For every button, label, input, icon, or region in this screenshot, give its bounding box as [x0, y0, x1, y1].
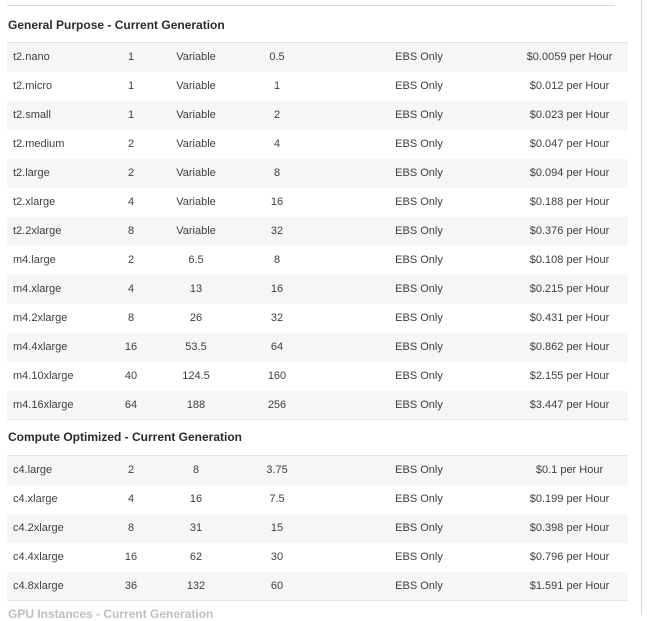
- memory-cell: 8: [273, 167, 281, 179]
- vcpu-cell: 8: [127, 225, 135, 237]
- table-row: [7, 101, 628, 130]
- storage-cell: EBS Only: [395, 225, 443, 237]
- pricing-content: [7, 0, 628, 621]
- instance-type-cell: c4.2xlarge: [13, 522, 64, 534]
- memory-cell: 60: [270, 579, 284, 592]
- instance-type-cell: t2.nano: [13, 51, 50, 64]
- instance-type-cell: t2.xlarge: [13, 196, 56, 208]
- ecu-cell: Variable: [176, 109, 216, 121]
- vcpu-cell: 4: [127, 283, 135, 295]
- ecu-cell: 8: [192, 464, 200, 477]
- memory-cell: 16: [270, 196, 284, 208]
- table-row: [7, 333, 628, 362]
- table-row: [7, 275, 628, 304]
- window-right-border: [641, 0, 642, 615]
- price-cell: $0.047 per Hour: [529, 138, 610, 150]
- memory-cell: 30: [270, 551, 284, 563]
- vcpu-cell: 64: [124, 398, 138, 411]
- storage-cell: EBS Only: [395, 341, 443, 353]
- instance-type-cell: t2.micro: [13, 80, 53, 92]
- instance-type-cell: c4.8xlarge: [13, 579, 64, 592]
- vcpu-cell: 2: [127, 254, 135, 266]
- storage-cell: EBS Only: [395, 138, 443, 150]
- storage-cell: EBS Only: [395, 109, 443, 121]
- ecu-cell: Variable: [176, 51, 216, 64]
- ecu-cell: 13: [189, 283, 203, 295]
- table-row: [7, 485, 628, 514]
- instance-type-cell: m4.4xlarge: [13, 341, 68, 353]
- price-cell: $0.376 per Hour: [529, 225, 610, 237]
- memory-cell: 16: [270, 283, 284, 295]
- memory-cell: 64: [270, 341, 284, 353]
- storage-cell: EBS Only: [395, 464, 443, 477]
- instance-type-cell: t2.large: [13, 167, 50, 179]
- vcpu-cell: 36: [124, 579, 138, 592]
- vcpu-cell: 1: [127, 80, 135, 92]
- ecu-cell: Variable: [176, 167, 216, 179]
- memory-cell: 2: [273, 109, 281, 121]
- memory-cell: 160: [267, 370, 287, 382]
- vcpu-cell: 8: [127, 312, 135, 324]
- ecu-cell: 26: [189, 312, 203, 324]
- instance-type-cell: c4.4xlarge: [13, 551, 64, 563]
- pricing-section: [7, 19, 628, 420]
- table-row: [7, 130, 628, 159]
- price-cell: $0.023 per Hour: [529, 109, 610, 121]
- price-cell: $0.199 per Hour: [529, 493, 610, 505]
- price-cell: $0.796 per Hour: [529, 551, 610, 563]
- memory-cell: 8: [273, 254, 281, 266]
- instance-type-cell: m4.10xlarge: [13, 370, 74, 382]
- table-row: [7, 246, 628, 275]
- vcpu-cell: 8: [127, 522, 135, 534]
- vcpu-cell: 1: [127, 51, 135, 64]
- pricing-sections: [7, 19, 628, 601]
- storage-cell: EBS Only: [395, 551, 443, 563]
- memory-cell: 7.5: [269, 493, 285, 505]
- price-cell: $1.591 per Hour: [529, 579, 610, 592]
- price-cell: $0.012 per Hour: [529, 80, 610, 92]
- price-cell: $0.108 per Hour: [529, 254, 610, 266]
- pricing-table: [7, 455, 628, 601]
- table-row: [7, 188, 628, 217]
- price-cell: $0.215 per Hour: [529, 283, 610, 295]
- table-row: [7, 362, 628, 391]
- ecu-cell: Variable: [176, 225, 216, 237]
- table-row: [7, 159, 628, 188]
- storage-cell: EBS Only: [395, 196, 443, 208]
- instance-type-cell: t2.medium: [13, 138, 65, 150]
- table-row: [7, 304, 628, 333]
- price-cell: $0.188 per Hour: [529, 196, 610, 208]
- storage-cell: EBS Only: [395, 254, 443, 266]
- ecu-cell: 124.5: [182, 370, 210, 382]
- storage-cell: EBS Only: [395, 283, 443, 295]
- storage-cell: EBS Only: [395, 579, 443, 592]
- vcpu-cell: 2: [127, 138, 135, 150]
- memory-cell: 32: [270, 225, 284, 237]
- storage-cell: EBS Only: [395, 522, 443, 534]
- vcpu-cell: 16: [124, 341, 138, 353]
- price-cell: $0.431 per Hour: [529, 312, 610, 324]
- table-row: [7, 43, 628, 72]
- section-title: General Purpose - Current Generation: [8, 18, 225, 32]
- instance-type-cell: m4.xlarge: [13, 283, 62, 295]
- price-cell: $0.0059 per Hour: [526, 51, 613, 64]
- storage-cell: EBS Only: [395, 80, 443, 92]
- price-cell: $0.1 per Hour: [535, 464, 604, 477]
- table-row: [7, 217, 628, 246]
- instance-type-cell: c4.large: [13, 464, 53, 477]
- vcpu-cell: 16: [124, 551, 138, 563]
- ecu-cell: Variable: [176, 138, 216, 150]
- instance-type-cell: m4.large: [13, 254, 56, 266]
- table-row: [7, 514, 628, 543]
- price-cell: $0.398 per Hour: [529, 522, 610, 534]
- price-cell: $0.862 per Hour: [529, 341, 610, 353]
- storage-cell: EBS Only: [395, 493, 443, 505]
- instance-type-cell: t2.small: [13, 109, 51, 121]
- ecu-cell: 6.5: [188, 254, 204, 266]
- table-row: [7, 543, 628, 572]
- ecu-cell: Variable: [176, 80, 216, 92]
- memory-cell: 32: [270, 312, 284, 324]
- section-title: Compute Optimized - Current Generation: [8, 430, 243, 444]
- memory-cell: 0.5: [269, 51, 285, 64]
- vcpu-cell: 4: [127, 196, 135, 208]
- price-cell: $2.155 per Hour: [529, 370, 610, 382]
- memory-cell: 3.75: [266, 464, 288, 477]
- memory-cell: 4: [273, 138, 281, 150]
- storage-cell: EBS Only: [395, 398, 443, 411]
- price-cell: $3.447 per Hour: [529, 398, 610, 411]
- ecu-cell: Variable: [176, 196, 216, 208]
- next-section-title-clipped: GPU Instances - Current Generation: [8, 607, 214, 621]
- ecu-cell: 188: [186, 398, 206, 411]
- table-row: [7, 572, 628, 601]
- storage-cell: EBS Only: [395, 167, 443, 179]
- memory-cell: 1: [273, 80, 281, 92]
- memory-cell: 15: [270, 522, 284, 534]
- pricing-table: [7, 42, 628, 420]
- instance-type-cell: t2.2xlarge: [13, 225, 62, 237]
- ecu-cell: 62: [189, 551, 203, 563]
- vcpu-cell: 40: [124, 370, 138, 382]
- storage-cell: EBS Only: [395, 51, 443, 64]
- memory-cell: 256: [267, 398, 287, 411]
- ecu-cell: 16: [189, 493, 203, 505]
- table-row: [7, 72, 628, 101]
- ecu-cell: 31: [189, 522, 203, 534]
- ecu-cell: 132: [186, 579, 206, 592]
- vcpu-cell: 1: [127, 109, 135, 121]
- pricing-section: [7, 431, 628, 601]
- price-cell: $0.094 per Hour: [529, 167, 610, 179]
- instance-type-cell: m4.2xlarge: [13, 312, 68, 324]
- vcpu-cell: 4: [127, 493, 135, 505]
- table-row: [7, 456, 628, 485]
- instance-type-cell: m4.16xlarge: [13, 398, 74, 411]
- ecu-cell: 53.5: [185, 341, 207, 353]
- table-row: [7, 391, 628, 420]
- instance-type-cell: c4.xlarge: [13, 493, 58, 505]
- storage-cell: EBS Only: [395, 312, 443, 324]
- storage-cell: EBS Only: [395, 370, 443, 382]
- vcpu-cell: 2: [127, 167, 135, 179]
- vcpu-cell: 2: [127, 464, 135, 477]
